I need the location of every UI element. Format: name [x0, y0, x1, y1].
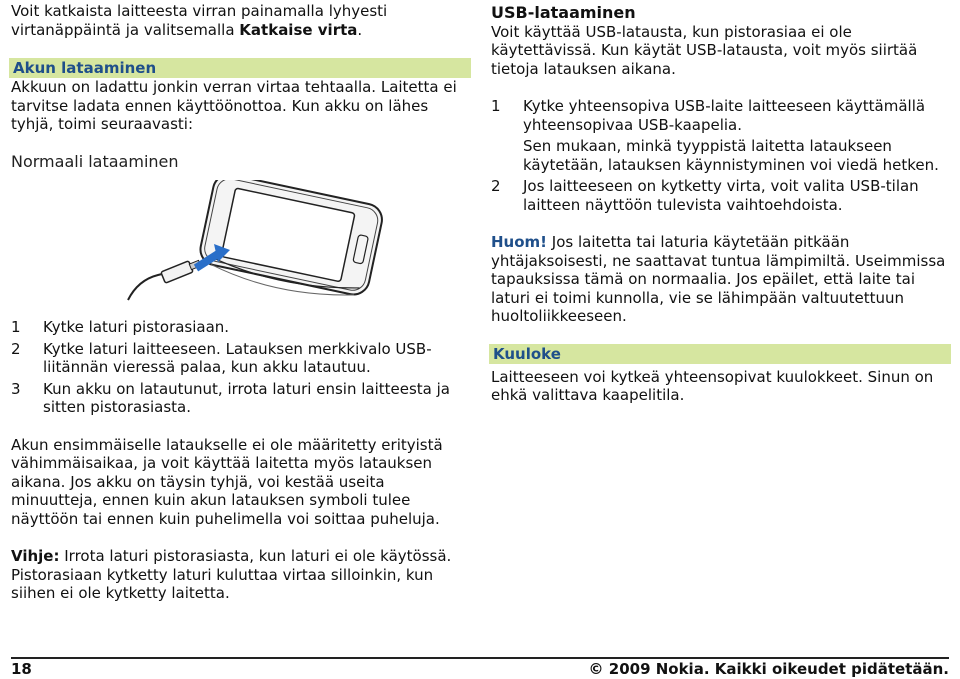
phone-body — [196, 180, 385, 306]
power-off-option: Katkaise virta — [239, 20, 358, 39]
battery-charging-text: Akkuun on ladattu jonkin verran virtaa tehtaalla. Laitetta ei tarvitse ladata ennen käyttöönottoa. Kun akku on lähes tyhjä, toimi seuraavasti: — [11, 78, 457, 133]
usb-step-note: Sen mukaan, minkä tyyppistä laitetta lataukseen käytetään, latauksen käynnistyminen voi viedä hetken. — [523, 137, 939, 174]
copyright-notice: © 2009 Nokia. Kaikki oikeudet pidätetään. — [588, 660, 949, 678]
intro-paragraph: Voit katkaista laitteesta virran painamalla lyhyesti virtanäppäintä ja valitsemalla Katkaise virta. — [11, 2, 388, 39]
tip-label: Vihje: — [11, 547, 60, 565]
first-charge-paragraph: Akun ensimmäiselle lataukselle ei ole määritetty erityistä vähimmäisaikaa, ja voit käyttää laitetta myös latauksen aikana. Jos akku on täysin tyhjä, voi kestää useita minuutteja, ennen kuin akun latauksen symboli tulee näyttöön tai ennen kuin puhelimella voi soittaa puheluja. — [11, 435, 443, 528]
list-item: 2 Kytke laturi laitteeseen. Latauksen merkkivalo USB-liitännän vieressä palaa, kun akku latautuu. — [11, 339, 432, 376]
list-item: 1 Kytke yhteensopiva USB-laite laitteeseen käyttämällä yhteensopivaa USB-kaapelia. Sen mukaan, minkä tyyppistä laitetta lataukseen käytetään, latauksen käynnistyminen voi viedä hetken. — [491, 97, 953, 174]
charger-plug — [161, 260, 201, 283]
note-label: Huom! — [491, 233, 548, 251]
usb-steps-list — [491, 97, 953, 214]
headset-text: Laitteeseen voi kytkeä yhteensopivat kuulokkeet. Sinun on ehkä valittava kaapelitila. — [491, 367, 934, 404]
page-number: 18 — [11, 660, 32, 678]
usb-charging-text: Voit käyttää USB-latausta, kun pistorasiaa ei ole käytettävissä. Kun käytät USB-latausta, voit myös siirtää tietoja latauksen aikana. — [491, 22, 918, 78]
tip-paragraph: Vihje: Irrota laturi pistorasiasta, kun laturi ei ole käytössä. Pistorasiaan kytketty laturi kuluttaa virtaa silloinkin, kun siihen ei ole kytketty laitetta. — [11, 547, 452, 602]
list-item: 2 Jos laitteeseen on kytketty virta, voit valita USB-tilan laitteen näyttöön tulevista vaihtoehdoista. — [491, 177, 919, 214]
phone-charging-illustration — [118, 180, 390, 310]
footer-divider — [11, 657, 949, 659]
battery-charging-heading: Akun lataaminen — [9, 58, 471, 78]
list-item: 1 Kytke laturi pistorasiaan. — [11, 318, 230, 336]
normal-charging-heading: Normaali lataaminen — [11, 151, 179, 171]
charging-steps-list — [11, 318, 473, 417]
charger-cable — [128, 273, 166, 300]
note-paragraph: Huom! Jos laitetta tai laturia käytetään pitkään yhtäjaksoisesti, ne saattavat tuntua lämpimiltä. Useimmissa tapauksissa tämä on normaalia. Jos epäilet, että laite tai laturi ei toimi kunnolla, vie se lähimpään valtuutettuun huoltoliikkeeseen. — [491, 233, 946, 325]
list-item: 3 Kun akku on latautunut, irrota laturi ensin laitteesta ja sitten pistorasiasta. — [11, 379, 450, 416]
right-column — [491, 0, 953, 405]
usb-charging-heading: USB-lataaminen — [491, 3, 636, 22]
headset-heading: Kuuloke — [489, 344, 951, 364]
